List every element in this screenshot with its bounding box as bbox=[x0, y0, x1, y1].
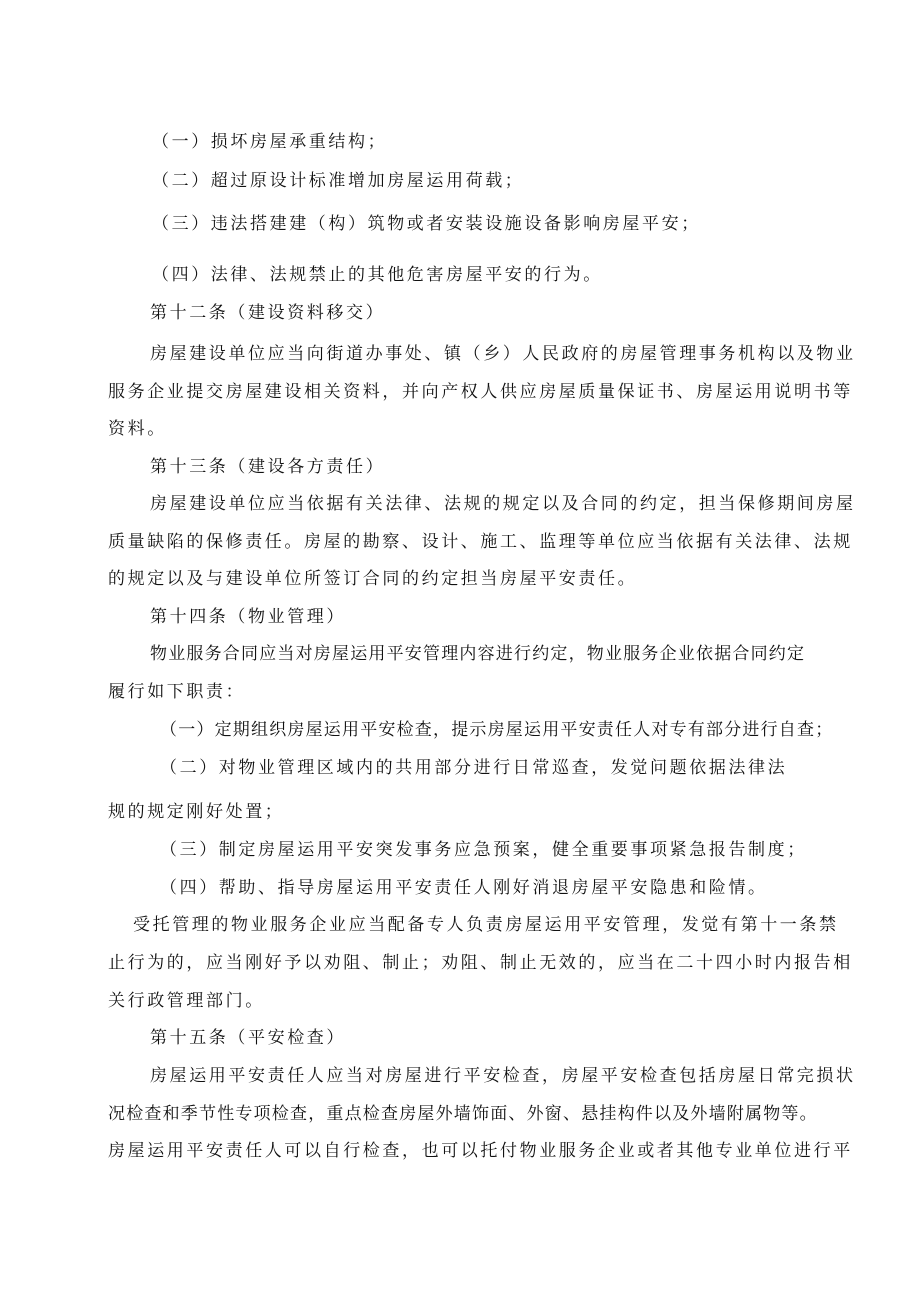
clause-item-4: （四）法律、法规禁止的其他危害房屋平安的行为。 bbox=[152, 265, 603, 285]
paragraph-line: 的规定以及与建设单位所签订合同的约定担当房屋平安责任。 bbox=[108, 569, 638, 589]
duty-item-2-continued: 规的规定刚好处置； bbox=[108, 802, 285, 822]
paragraph-line: 受托管理的物业服务企业应当配备专人负责房屋运用平安管理，发觉有第十一条禁 bbox=[133, 915, 839, 935]
paragraph-line: 服务企业提交房屋建设相关资料，并向产权人供应房屋质量保证书、房屋运用说明书等 bbox=[108, 382, 853, 402]
paragraph-line: 止行为的，应当刚好予以劝阻、制止；劝阻、制止无效的，应当在二十四小时内报告相 bbox=[108, 953, 853, 973]
clause-item-3: （三）违法搭建建（构）筑物或者安装设施设备影响房屋平安； bbox=[152, 214, 701, 234]
paragraph-line: 物业服务合同应当对房屋运用平安管理内容进行约定，物业服务企业依据合同约定 bbox=[150, 644, 806, 664]
paragraph-line: 履行如下职责： bbox=[108, 682, 246, 702]
clause-item-2: （二）超过原设计标准增加房屋运用荷载； bbox=[152, 171, 525, 191]
article-13-heading: 第十三条（建设各方责任） bbox=[150, 457, 386, 477]
paragraph-line: 质量缺陷的保修责任。房屋的勘察、设计、施工、监理等单位应当依据有关法律、法规 bbox=[108, 532, 853, 552]
duty-item-4: （四）帮助、指导房屋运用平安责任人刚好消退房屋平安隐患和险情。 bbox=[160, 878, 768, 898]
paragraph-line: 房屋建设单位应当依据有关法律、法规的规定以及合同的约定，担当保修期间房屋 bbox=[150, 494, 856, 514]
paragraph-line: 况检查和季节性专项检查，重点检查房屋外墙饰面、外窗、悬挂构件以及外墙附属物等。 bbox=[108, 1104, 818, 1124]
article-15-heading: 第十五条（平安检查） bbox=[150, 1028, 346, 1048]
duty-item-2: （二）对物业管理区域内的共用部分进行日常巡查，发觉问题依据法律法 bbox=[160, 758, 788, 778]
paragraph-line: 房屋运用平安责任人应当对房屋进行平安检查，房屋平安检查包括房屋日常完损状 bbox=[150, 1066, 856, 1086]
article-14-heading: 第十四条（物业管理） bbox=[150, 607, 346, 627]
paragraph-line: 资料。 bbox=[108, 419, 167, 439]
paragraph-line: 房屋运用平安责任人可以自行检查，也可以托付物业服务企业或者其他专业单位进行平 bbox=[108, 1141, 853, 1161]
clause-item-1: （一）损坏房屋承重结构； bbox=[152, 132, 388, 152]
paragraph-line: 房屋建设单位应当向街道办事处、镇（乡）人民政府的房屋管理事务机构以及物业 bbox=[150, 344, 856, 364]
paragraph-line: 关行政管理部门。 bbox=[108, 991, 265, 1011]
article-12-heading: 第十二条（建设资料移交） bbox=[150, 303, 386, 323]
duty-item-3: （三）制定房屋运用平安突发事务应急预案，健全重要事项紧急报告制度； bbox=[160, 840, 807, 860]
duty-item-1: （一）定期组织房屋运用平安检查，提示房屋运用平安责任人对专有部分进行自查； bbox=[160, 720, 834, 740]
